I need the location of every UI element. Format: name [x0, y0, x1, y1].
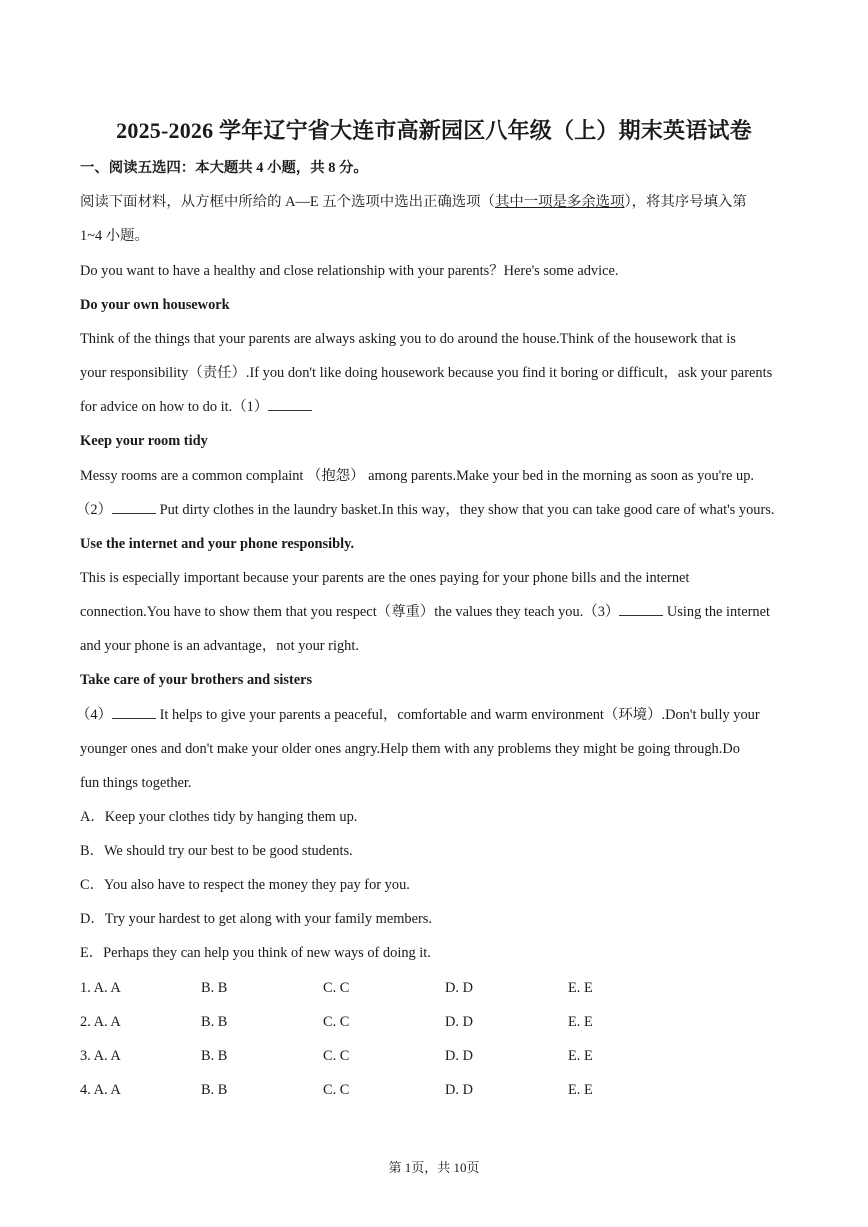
option-b: B．We should try our best to be good students.: [80, 843, 353, 859]
answer-blank-1[interactable]: [268, 398, 312, 411]
choice-b[interactable]: B. B: [201, 1048, 228, 1064]
answer-blank-2[interactable]: [112, 501, 156, 514]
section-heading-housework: Do your own housework: [80, 297, 230, 313]
paragraph-line: （2） Put dirty clothes in the laundry basket.In this way，they show that you can take good care of what's yours.: [76, 502, 775, 518]
paragraph-line: connection.You have to show them that you respect（尊重）the values they teach you.（3） Using the internet: [80, 604, 770, 620]
choice-a[interactable]: 2. A. A: [80, 1014, 121, 1030]
instructions-line-1: 阅读下面材料，从方框中所给的 A—E 五个选项中选出正确选项（其中一项是多余选项），将其序号填入第: [80, 194, 747, 210]
choice-d[interactable]: D. D: [445, 1014, 473, 1030]
paragraph-line: Messy rooms are a common complaint （抱怨） among parents.Make your bed in the morning as soon as you're up.: [80, 468, 755, 484]
underlined-note: 其中一项是多余选项: [494, 194, 625, 210]
answer-blank-3[interactable]: [619, 603, 663, 616]
choice-d[interactable]: D. D: [445, 1082, 473, 1098]
choice-d[interactable]: D. D: [445, 1048, 473, 1064]
choice-b[interactable]: B. B: [201, 1014, 228, 1030]
choice-e[interactable]: E. E: [568, 1014, 593, 1030]
section-heading: 一、阅读五选四：本大题共 4 小题，共 8 分。: [80, 160, 368, 176]
choice-c[interactable]: C. C: [323, 980, 350, 996]
paragraph-line: This is especially important because your parents are the ones paying for your phone bills and the internet: [80, 570, 690, 586]
section-heading-internet: Use the internet and your phone responsibly.: [80, 536, 355, 552]
choice-e[interactable]: E. E: [568, 1082, 593, 1098]
paragraph-line: your responsibility（责任）.If you don't like doing housework because you find it boring or difficult，ask your parents: [80, 365, 773, 381]
paragraph-line: Think of the things that your parents are always asking you to do around the house.Think of the housework that is: [80, 331, 736, 347]
option-e: E．Perhaps they can help you think of new ways of doing it.: [80, 945, 431, 961]
choice-b[interactable]: B. B: [201, 1082, 228, 1098]
page-footer: 第 1页，共 10页: [388, 1160, 480, 1175]
paragraph-line: and your phone is an advantage，not your right.: [80, 638, 359, 654]
option-d: D．Try your hardest to get along with your family members.: [80, 911, 432, 927]
choice-e[interactable]: E. E: [568, 980, 593, 996]
choice-a[interactable]: 1. A. A: [80, 980, 121, 996]
option-c: C．You also have to respect the money they pay for you.: [80, 877, 410, 893]
paragraph-line: for advice on how to do it.（1）: [80, 397, 312, 417]
instructions-line-2: 1~4 小题。: [80, 228, 149, 244]
choice-d[interactable]: D. D: [445, 980, 473, 996]
option-a: A．Keep your clothes tidy by hanging them up.: [80, 809, 358, 825]
section-heading-room: Keep your room tidy: [80, 433, 208, 449]
choice-e[interactable]: E. E: [568, 1048, 593, 1064]
section-heading-siblings: Take care of your brothers and sisters: [80, 672, 313, 688]
intro-text: Do you want to have a healthy and close relationship with your parents？Here's some advice.: [80, 263, 619, 279]
answer-blank-4[interactable]: [112, 706, 156, 719]
choice-c[interactable]: C. C: [323, 1048, 350, 1064]
choice-c[interactable]: C. C: [323, 1082, 350, 1098]
choice-a[interactable]: 3. A. A: [80, 1048, 121, 1064]
choice-c[interactable]: C. C: [323, 1014, 350, 1030]
page-title: 2025-2026 学年辽宁省大连市高新园区八年级（上）期末英语试卷: [116, 118, 752, 143]
paragraph-line: fun things together.: [80, 775, 192, 791]
choice-a[interactable]: 4. A. A: [80, 1082, 121, 1098]
paragraph-line: （4） It helps to give your parents a peaceful，comfortable and warm environment（环境）.Don't bully your: [76, 707, 760, 723]
choice-b[interactable]: B. B: [201, 980, 228, 996]
paragraph-line: younger ones and don't make your older ones angry.Help them with any problems they might be going through.Do: [80, 741, 740, 757]
